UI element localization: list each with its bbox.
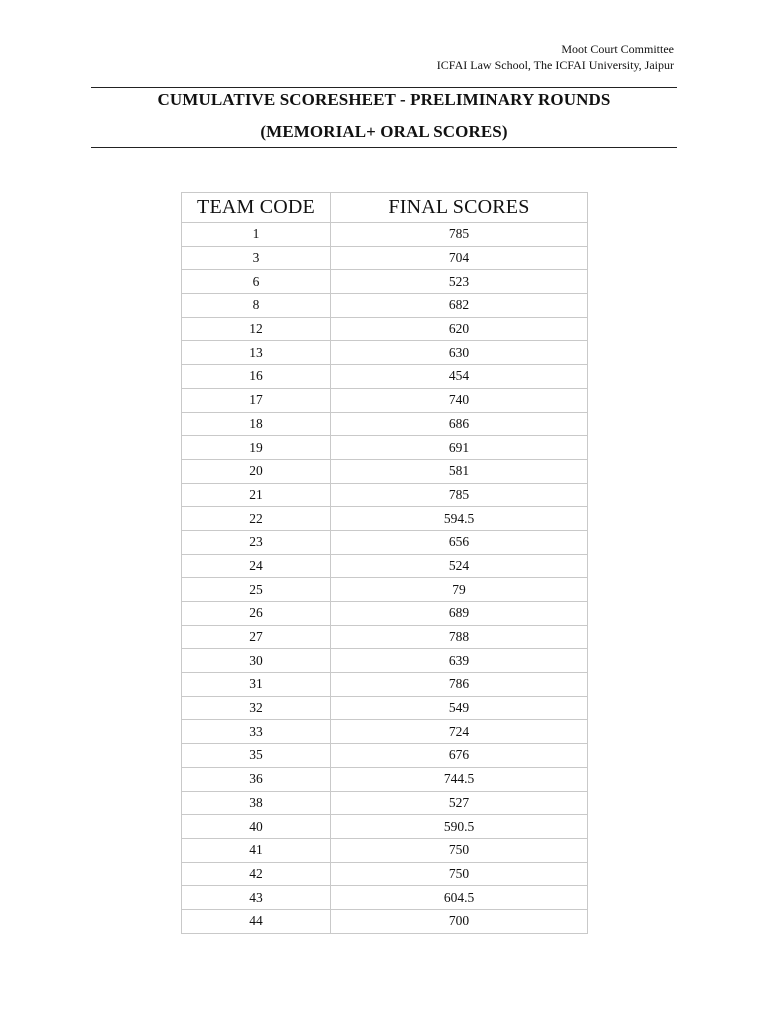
- team-code-cell: 23: [182, 530, 331, 554]
- page-subtitle: (MEMORIAL+ ORAL SCORES): [260, 122, 508, 141]
- final-score-cell: 750: [331, 862, 588, 886]
- table-row: [182, 412, 588, 436]
- table-row: [182, 862, 588, 886]
- final-score-cell: 604.5: [331, 886, 588, 910]
- table-row: [182, 270, 588, 294]
- team-code-cell: 26: [182, 602, 331, 626]
- team-code-cell: 40: [182, 815, 331, 839]
- final-score-cell: 750: [331, 838, 588, 862]
- team-code-cell: 32: [182, 696, 331, 720]
- page-title: CUMULATIVE SCORESHEET - PRELIMINARY ROUNDS: [157, 90, 611, 109]
- top-divider: [91, 87, 677, 88]
- final-score-cell: 691: [331, 436, 588, 460]
- team-code-cell: 12: [182, 317, 331, 341]
- table-row: [182, 602, 588, 626]
- final-score-cell: 527: [331, 791, 588, 815]
- document-header: [437, 41, 674, 73]
- committee-name: Moot Court Committee: [561, 42, 674, 56]
- team-code-cell: 27: [182, 625, 331, 649]
- team-code-cell: 8: [182, 294, 331, 318]
- table-row: [182, 483, 588, 507]
- final-score-cell: 785: [331, 483, 588, 507]
- table-row: [182, 246, 588, 270]
- final-score-cell: 682: [331, 294, 588, 318]
- team-code-cell: 20: [182, 459, 331, 483]
- team-code-cell: 33: [182, 720, 331, 744]
- team-code-cell: 41: [182, 838, 331, 862]
- final-score-cell: 788: [331, 625, 588, 649]
- team-code-cell: 19: [182, 436, 331, 460]
- team-code-cell: 21: [182, 483, 331, 507]
- table-row: [182, 838, 588, 862]
- table-row: [182, 744, 588, 768]
- final-score-cell: 630: [331, 341, 588, 365]
- team-code-cell: 25: [182, 578, 331, 602]
- final-score-cell: 656: [331, 530, 588, 554]
- bottom-divider: [91, 147, 677, 148]
- table-row: [182, 530, 588, 554]
- final-score-cell: 724: [331, 720, 588, 744]
- team-code-cell: 6: [182, 270, 331, 294]
- final-score-cell: 740: [331, 388, 588, 412]
- team-code-cell: 36: [182, 767, 331, 791]
- team-code-cell: 35: [182, 744, 331, 768]
- final-score-cell: 581: [331, 459, 588, 483]
- team-code-cell: 3: [182, 246, 331, 270]
- final-score-cell: 786: [331, 673, 588, 697]
- table-row: [182, 673, 588, 697]
- final-score-cell: 79: [331, 578, 588, 602]
- table-row: [182, 625, 588, 649]
- team-code-cell: 22: [182, 507, 331, 531]
- final-score-cell: 590.5: [331, 815, 588, 839]
- table-row: [182, 696, 588, 720]
- final-score-cell: 700: [331, 909, 588, 933]
- team-code-cell: 43: [182, 886, 331, 910]
- team-code-cell: 30: [182, 649, 331, 673]
- table-row: [182, 341, 588, 365]
- table-row: [182, 436, 588, 460]
- team-code-cell: 13: [182, 341, 331, 365]
- table-row: [182, 720, 588, 744]
- score-table: [181, 192, 588, 934]
- final-score-cell: 689: [331, 602, 588, 626]
- column-header-final-scores: FINAL SCORES: [331, 193, 588, 223]
- team-code-cell: 18: [182, 412, 331, 436]
- table-row: [182, 365, 588, 389]
- final-score-cell: 744.5: [331, 767, 588, 791]
- table-row: [182, 223, 588, 247]
- column-header-team-code: TEAM CODE: [182, 193, 331, 223]
- table-row: [182, 317, 588, 341]
- final-score-cell: 704: [331, 246, 588, 270]
- final-score-cell: 524: [331, 554, 588, 578]
- team-code-cell: 24: [182, 554, 331, 578]
- final-score-cell: 549: [331, 696, 588, 720]
- final-score-cell: 686: [331, 412, 588, 436]
- institution-name: ICFAI Law School, The ICFAI University, Jaipur: [436, 58, 674, 72]
- table-row: [182, 791, 588, 815]
- final-score-cell: 454: [331, 365, 588, 389]
- table-row: [182, 909, 588, 933]
- team-code-cell: 17: [182, 388, 331, 412]
- table-row: [182, 649, 588, 673]
- final-score-cell: 785: [331, 223, 588, 247]
- team-code-cell: 31: [182, 673, 331, 697]
- table-row: [182, 886, 588, 910]
- final-score-cell: 620: [331, 317, 588, 341]
- table-row: [182, 815, 588, 839]
- final-score-cell: 639: [331, 649, 588, 673]
- table-header-row: [182, 193, 588, 223]
- table-row: [182, 578, 588, 602]
- team-code-cell: 38: [182, 791, 331, 815]
- final-score-cell: 676: [331, 744, 588, 768]
- table-row: [182, 507, 588, 531]
- final-score-cell: 523: [331, 270, 588, 294]
- team-code-cell: 42: [182, 862, 331, 886]
- team-code-cell: 44: [182, 909, 331, 933]
- table-row: [182, 388, 588, 412]
- table-row: [182, 554, 588, 578]
- table-row: [182, 294, 588, 318]
- team-code-cell: 16: [182, 365, 331, 389]
- table-body: [182, 223, 588, 934]
- final-score-cell: 594.5: [331, 507, 588, 531]
- team-code-cell: 1: [182, 223, 331, 247]
- table-row: [182, 459, 588, 483]
- table-row: [182, 767, 588, 791]
